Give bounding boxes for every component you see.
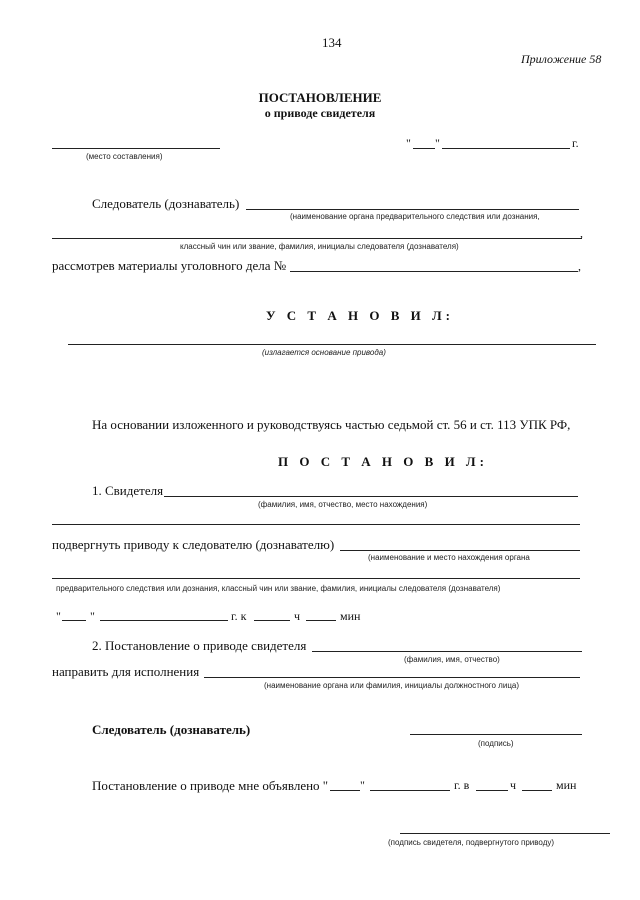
date-open-quote: " xyxy=(406,136,411,150)
witness-caption: (фамилия, имя, отчество, место нахождения) xyxy=(258,500,428,509)
announced-minutes-line[interactable] xyxy=(522,790,552,791)
date-day-line[interactable] xyxy=(413,148,435,149)
date-year-suffix: г. xyxy=(572,136,579,150)
send-to-line[interactable] xyxy=(204,677,580,678)
signer-label: Следователь (дознаватель) xyxy=(92,722,251,737)
organ-rank-line[interactable] xyxy=(52,578,580,579)
place-caption: (место составления) xyxy=(86,152,163,161)
case-number-line[interactable] xyxy=(290,271,578,272)
time-minutes-label: мин xyxy=(340,609,361,623)
announced-year-at: г. в xyxy=(454,778,470,792)
basis-text: На основании изложенного и руководствуясь частью седьмой ст. 56 и ст. 113 УПК РФ, xyxy=(92,417,571,432)
witness-signature-line[interactable] xyxy=(400,833,610,834)
time-hours-label: ч xyxy=(294,609,301,623)
organ-place-caption: (наименование и место нахождения органа xyxy=(368,553,530,562)
organ-caption: (наименование органа предварительного следствия или дознания, xyxy=(290,212,540,221)
announced-month-line[interactable] xyxy=(370,790,450,791)
signature-line[interactable] xyxy=(410,734,582,735)
place-field-line[interactable] xyxy=(52,148,220,149)
investigator-rank-line[interactable] xyxy=(52,238,582,239)
case-number-comma: , xyxy=(578,259,581,273)
item2-fio-line[interactable] xyxy=(312,651,582,652)
announced-label: Постановление о приводе мне объявлено " xyxy=(92,778,329,793)
reviewed-label: рассмотрев материалы уголовного дела № xyxy=(52,258,287,273)
rank-line-comma: , xyxy=(580,226,583,240)
announced-hours-line[interactable] xyxy=(476,790,508,791)
grounds-line[interactable] xyxy=(68,344,596,345)
rank-caption: классный чин или звание, фамилия, инициалы следователя (дознавателя) xyxy=(180,242,459,251)
date-month-line[interactable] xyxy=(442,148,570,149)
official-caption: (наименование органа или фамилия, инициалы должностного лица) xyxy=(264,681,520,690)
page-number: 134 xyxy=(322,35,342,50)
time-quote-close: " xyxy=(90,609,95,623)
announced-day-line[interactable] xyxy=(330,790,360,791)
document-title: ПОСТАНОВЛЕНИЕ xyxy=(258,90,382,105)
fio-caption: (фамилия, имя, отчество) xyxy=(404,655,500,664)
witness-line[interactable] xyxy=(164,496,578,497)
established-heading: У С Т А Н О В И Л: xyxy=(266,308,455,323)
witness-signature-caption: (подпись свидетеля, подвергнутого приводу) xyxy=(388,838,555,847)
appendix-label: Приложение 58 xyxy=(521,52,602,66)
investigator-organ-line[interactable] xyxy=(246,209,579,210)
document-subtitle: о приводе свидетеля xyxy=(264,106,376,120)
time-hours-line[interactable] xyxy=(254,620,290,621)
send-label: направить для исполнения xyxy=(52,664,200,679)
time-minutes-line[interactable] xyxy=(306,620,336,621)
announced-quote-close: " xyxy=(360,778,365,792)
date-close-quote: " xyxy=(435,136,440,150)
time-quote-open: " xyxy=(56,609,61,623)
grounds-caption: (излагается основание привода) xyxy=(262,348,386,357)
item2-label: 2. Постановление о приводе свидетеля xyxy=(92,638,307,653)
time-month-line[interactable] xyxy=(100,620,228,621)
witness-line-2[interactable] xyxy=(52,524,580,525)
investigator-label: Следователь (дознаватель) xyxy=(92,196,240,211)
decided-heading: П О С Т А Н О В И Л: xyxy=(278,454,488,469)
announced-hours-label: ч xyxy=(510,778,517,792)
announced-minutes-label: мин xyxy=(556,778,577,792)
item1-label: 1. Свидетеля xyxy=(92,483,164,498)
subject-organ-line[interactable] xyxy=(340,550,580,551)
time-year-to: г. к xyxy=(231,609,247,623)
subject-label: подвергнуть приводу к следователю (дознавателю) xyxy=(52,537,335,552)
time-day-line[interactable] xyxy=(62,620,86,621)
signature-caption: (подпись) xyxy=(478,739,514,748)
organ-rank-caption: предварительного следствия или дознания, классный чин или звание, фамилия, инициалы следователя (дознавателя) xyxy=(56,584,501,593)
